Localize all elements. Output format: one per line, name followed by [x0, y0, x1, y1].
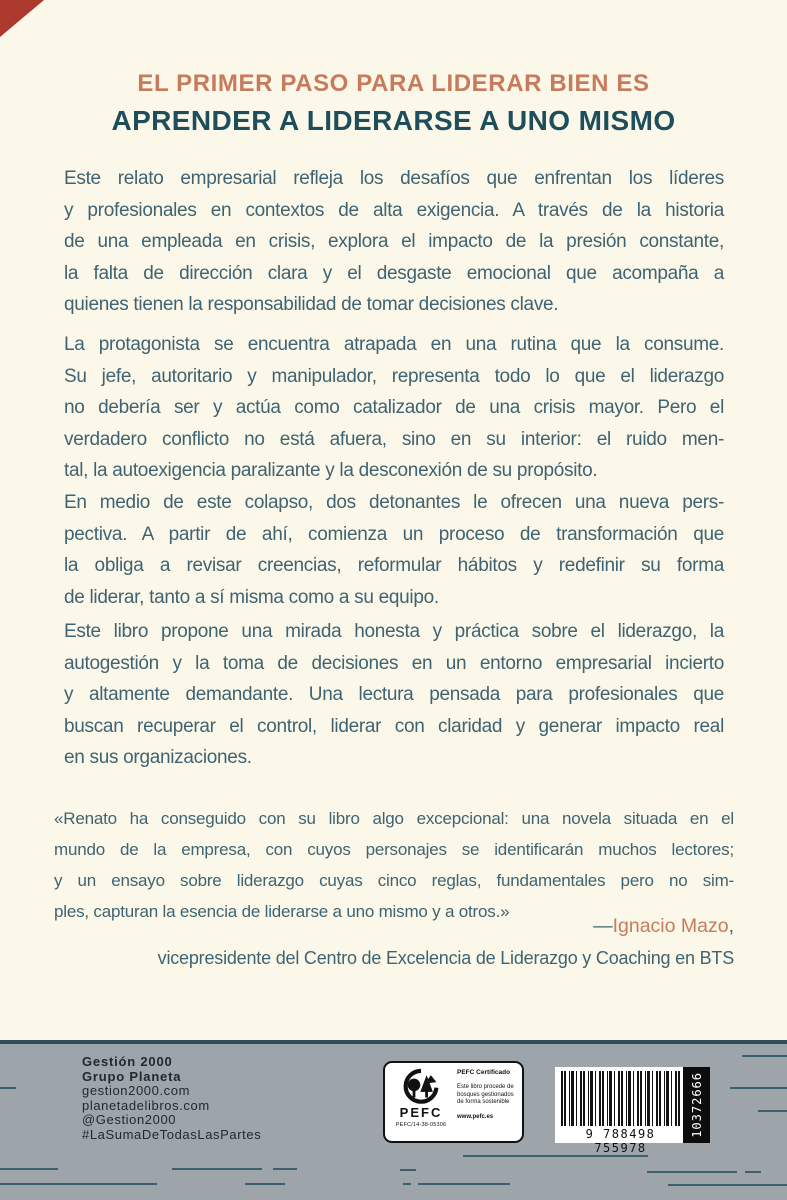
text-line: quienes tienen la responsabilidad de tomar decisiones clave. — [64, 294, 559, 315]
decorative-dash — [0, 1183, 157, 1185]
pefc-certification-label — [383, 1061, 524, 1143]
pefc-url: www.pefc.es — [457, 1113, 494, 1120]
pefc-trees-icon — [400, 1068, 442, 1106]
decorative-dash — [758, 1110, 787, 1112]
publisher-url-1: gestion2000.com — [82, 1083, 191, 1099]
decorative-dash — [668, 1184, 787, 1186]
text-line: la falta de dirección clara y el desgaste emocional que acompaña a — [64, 262, 724, 284]
barcode-side-strip — [683, 1067, 710, 1143]
text-line: buscan recuperar el control, liderar con claridad y generar impacto real — [64, 715, 724, 737]
decorative-dash — [730, 1087, 787, 1089]
pefc-wordmark: PEFC — [399, 1105, 443, 1120]
body-paragraph-3 — [64, 487, 724, 613]
headline-line2: APRENDER A LIDERARSE A UNO MISMO — [111, 105, 676, 136]
decorative-dash — [400, 1169, 416, 1171]
text-line: pectiva. A partir de ahí, comienza un proceso de transformación que — [64, 523, 724, 545]
decorative-dash — [0, 1168, 58, 1170]
text-line: en sus organizaciones. — [64, 747, 252, 768]
barcode-side-number: 10372666 — [689, 1072, 704, 1138]
headline — [0, 70, 787, 137]
pefc-text-column — [457, 1063, 522, 1141]
text-line: y profesionales en contextos de alta exigencia. A través de la historia — [64, 199, 724, 221]
endorsement-quote — [54, 803, 734, 927]
publisher-block — [82, 1055, 261, 1143]
text-line: mundo de la empresa, con cuyos personajes se identificarán muchos lectores; — [54, 840, 734, 859]
decorative-dash — [647, 1171, 737, 1173]
text-line: «Renato ha conseguido con su libro algo excepcional: una novela situada en el — [54, 809, 734, 828]
text-line: y altamente demandante. Una lectura pensada para profesionales que — [64, 684, 724, 705]
publisher-hashtag: #LaSumaDeTodasLasPartes — [82, 1126, 262, 1142]
text-line: de liderar, tanto a sí misma como a su equipo. — [64, 586, 439, 608]
text-line: la obliga a revisar creencias, reformular hábitos y redefinir su forma — [64, 555, 724, 576]
publisher-social-handle: @Gestion2000 — [82, 1112, 177, 1128]
barcode-ean-number: 9 788498 755978 — [585, 1127, 656, 1155]
body-paragraph-2 — [64, 329, 724, 487]
attribution-dash: — — [593, 915, 613, 937]
decorative-dash — [745, 1171, 761, 1173]
barcode-bars-area — [555, 1067, 683, 1155]
pefc-claim-text: Este libro procede de bosques gestionados de forma sostenible — [457, 1084, 514, 1105]
barcode-bars — [561, 1071, 680, 1126]
text-line: Su jefe, autoritario y manipulador, representa todo lo que el liderazgo — [64, 365, 724, 387]
text-line: verdadero conflicto no está afuera, sino en su interior: el ruido men- — [64, 428, 724, 450]
barcode — [555, 1067, 710, 1155]
body-paragraph-4 — [64, 616, 724, 774]
publisher-group: Grupo Planeta — [82, 1068, 182, 1084]
decorative-dash — [273, 1168, 297, 1170]
text-line: tal, la autoexigencia paralizante y la desconexión de su propósito. — [64, 460, 598, 481]
footer-band — [0, 1040, 787, 1200]
attribution-comma: , — [728, 915, 734, 937]
decorative-dash — [172, 1168, 262, 1170]
decorative-dash — [0, 1087, 16, 1089]
pefc-license-code: PEFC/14-38-05306 — [395, 1122, 447, 1128]
text-line: En medio de este colapso, dos detonantes le ofrecen una nueva pers- — [64, 492, 724, 513]
text-line: autogestión y la toma de decisiones en un entorno empresarial incierto — [64, 652, 724, 674]
body-paragraph-1 — [64, 163, 724, 321]
text-line: Este libro propone una mirada honesta y práctica sobre el liderazgo, la — [64, 621, 724, 642]
text-line: ples, capturan la esencia de liderarse a uno mismo y a otros.» — [54, 902, 510, 921]
attribution-person: Ignacio Mazo — [612, 915, 729, 937]
text-line: de una empleada en crisis, explora el impacto de la presión constante, — [64, 231, 724, 252]
quote-attribution-name — [54, 915, 734, 938]
decorative-dash — [463, 1155, 648, 1157]
text-line: La protagonista se encuentra atrapada en una rutina que la consume. — [64, 334, 724, 355]
headline-line1: EL PRIMER PASO PARA LIDERAR BIEN ES — [137, 70, 650, 97]
publisher-imprint: Gestión 2000 — [82, 1054, 173, 1069]
text-line: y un ensayo sobre liderazgo cuyas cinco reglas, fundamentales pero no sim- — [54, 871, 734, 890]
decorative-dash — [742, 1055, 787, 1057]
decorative-dash — [245, 1183, 285, 1185]
text-line: no debería ser y actúa como catalizador de una crisis mayor. Pero el — [64, 397, 724, 418]
red-corner-fold — [0, 0, 44, 37]
decorative-dash — [418, 1183, 510, 1185]
quote-attribution-role: vicepresidente del Centro de Excelencia de Liderazgo y Coaching en BTS — [157, 948, 734, 968]
decorative-dash — [403, 1183, 411, 1185]
pefc-logo-column — [385, 1063, 457, 1141]
publisher-url-2: planetadelibros.com — [82, 1097, 210, 1113]
pefc-certified-label: PEFC Certificado — [457, 1069, 511, 1076]
text-line: Este relato empresarial refleja los desafíos que enfrentan los líderes — [64, 168, 724, 189]
